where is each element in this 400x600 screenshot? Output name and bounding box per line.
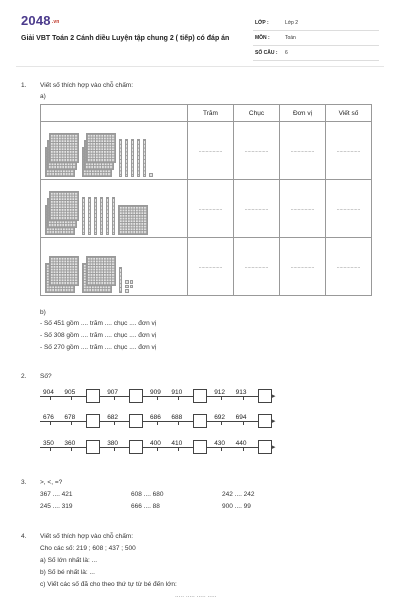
number-line-value: 904 <box>43 389 54 396</box>
compare-item[interactable]: 608 .... 680 <box>131 491 164 498</box>
number-line-value: 910 <box>171 389 183 396</box>
answer-cell[interactable]: ................. <box>188 122 234 180</box>
answer-box[interactable] <box>258 440 272 454</box>
q2-prompt: Số? <box>40 373 52 380</box>
meta-panel <box>253 16 379 61</box>
number-line-value: 694 <box>235 414 247 421</box>
answer-cell[interactable]: ................. <box>326 180 372 238</box>
number-line-value: 905 <box>64 389 76 396</box>
compare-item[interactable]: 245 .... 319 <box>40 503 73 510</box>
compare-item[interactable]: 900 .... 99 <box>222 503 251 510</box>
col-header-number: Viết số <box>326 105 372 122</box>
q4-part-c: c) Viết các số đã cho theo thứ tự từ bé đến lớn: <box>40 581 177 588</box>
place-value-table <box>40 104 372 296</box>
q4-part-b[interactable]: b) Số bé nhất là: ... <box>40 569 95 576</box>
q2-number: 2. <box>21 373 27 380</box>
compare-item[interactable]: 242 .... 242 <box>222 491 255 498</box>
q1-line: - Số 308 gồm .... trăm .... chục .... đơn vị <box>40 332 157 339</box>
col-header-hundreds: Trăm <box>188 105 234 122</box>
answer-box[interactable] <box>86 440 100 454</box>
number-line-value: 360 <box>64 440 76 447</box>
blocks-cell <box>41 180 188 238</box>
q4-number: 4. <box>21 533 27 540</box>
meta-row-subject <box>253 31 379 46</box>
table-row <box>41 238 372 296</box>
table-row <box>41 122 372 180</box>
number-line-value: 400 <box>150 440 161 447</box>
answer-box[interactable] <box>129 440 143 454</box>
q4-given: Cho các số: 219 ; 608 ; 437 ; 500 <box>40 545 136 552</box>
q3-number: 3. <box>21 479 27 486</box>
q4-prompt: Viết số thích hợp vào chỗ chấm: <box>40 533 134 540</box>
compare-item[interactable]: 666 .... 88 <box>131 503 160 510</box>
col-header-tens: Chục <box>234 105 280 122</box>
answer-cell[interactable]: ................. <box>188 180 234 238</box>
logo-suffix: .vn <box>51 18 60 25</box>
answer-box[interactable] <box>193 389 207 403</box>
number-line <box>40 389 280 413</box>
number-line-value: 686 <box>150 414 161 421</box>
answer-box[interactable] <box>193 414 207 428</box>
answer-cell[interactable]: ................. <box>326 238 372 296</box>
arrow-right-icon: ▸ <box>272 443 276 451</box>
logo-text: 2048 <box>21 13 51 28</box>
meta-key: MÔN : <box>255 35 270 41</box>
number-line-value: 909 <box>150 389 161 396</box>
arrow-right-icon: ▸ <box>272 392 276 400</box>
page-title: Giải VBT Toán 2 Cánh diều Luyện tập chung 2 ( tiếp) có đáp án <box>21 35 230 42</box>
q1-line: - Số 451 gồm .... trăm .... chục .... đơn vị <box>40 320 157 327</box>
number-line-value: 350 <box>43 440 54 447</box>
meta-row-class <box>253 16 379 31</box>
meta-row-count <box>253 46 379 61</box>
q1-number: 1. <box>21 82 27 89</box>
q4-part-c-dots[interactable]: ..... ..... ..... ..... <box>175 592 217 599</box>
number-line-value: 907 <box>107 389 119 396</box>
number-line-value: 678 <box>64 414 76 421</box>
answer-cell[interactable]: ................. <box>234 238 280 296</box>
answer-cell[interactable]: ................. <box>280 180 326 238</box>
base-ten-blocks-image <box>41 181 187 237</box>
blank-header-cell <box>41 105 188 122</box>
number-line-value: 676 <box>43 414 54 421</box>
q1-prompt: Viết số thích hợp vào chỗ chấm: <box>40 82 134 89</box>
base-ten-blocks-image <box>41 123 187 179</box>
site-logo[interactable] <box>21 13 60 28</box>
header-divider <box>16 66 384 67</box>
q1-part-b: b) <box>40 309 46 316</box>
number-line <box>40 414 280 438</box>
answer-box[interactable] <box>193 440 207 454</box>
answer-box[interactable] <box>86 414 100 428</box>
compare-item[interactable]: 367 .... 421 <box>40 491 73 498</box>
q4-part-a[interactable]: a) Số lớn nhất là: ... <box>40 557 98 564</box>
table-header-row <box>41 105 372 122</box>
number-line-value: 688 <box>171 414 183 421</box>
answer-box[interactable] <box>86 389 100 403</box>
meta-value: Lớp 2 <box>285 20 299 26</box>
number-line-value: 440 <box>235 440 247 447</box>
q1-part-a: a) <box>40 93 46 100</box>
base-ten-blocks-image <box>41 239 187 295</box>
meta-key: LỚP : <box>255 20 269 26</box>
answer-box[interactable] <box>258 389 272 403</box>
meta-key: SỐ CÂU : <box>255 50 278 56</box>
blocks-cell <box>41 238 188 296</box>
meta-value: 6 <box>285 50 288 56</box>
answer-cell[interactable]: ................. <box>188 238 234 296</box>
answer-box[interactable] <box>129 414 143 428</box>
number-line-value: 912 <box>214 389 226 396</box>
answer-cell[interactable]: ................. <box>326 122 372 180</box>
number-line-value: 410 <box>171 440 183 447</box>
number-line-value: 380 <box>107 440 119 447</box>
answer-box[interactable] <box>258 414 272 428</box>
arrow-right-icon: ▸ <box>272 417 276 425</box>
answer-cell[interactable]: ................. <box>234 122 280 180</box>
number-line-value: 430 <box>214 440 226 447</box>
col-header-ones: Đơn vị <box>280 105 326 122</box>
answer-box[interactable] <box>129 389 143 403</box>
meta-value: Toán <box>285 35 296 41</box>
table-row <box>41 180 372 238</box>
blocks-cell <box>41 122 188 180</box>
answer-cell[interactable]: ................. <box>280 122 326 180</box>
number-line-value: 682 <box>107 414 119 421</box>
number-line-value: 692 <box>214 414 226 421</box>
answer-cell[interactable]: ................. <box>234 180 280 238</box>
number-line-value: 913 <box>235 389 247 396</box>
number-line <box>40 440 280 464</box>
q1-line: - Số 270 gồm .... trăm .... chục .... đơn vị <box>40 344 157 351</box>
q3-prompt: >, <, =? <box>40 479 63 486</box>
answer-cell[interactable]: ................. <box>280 238 326 296</box>
